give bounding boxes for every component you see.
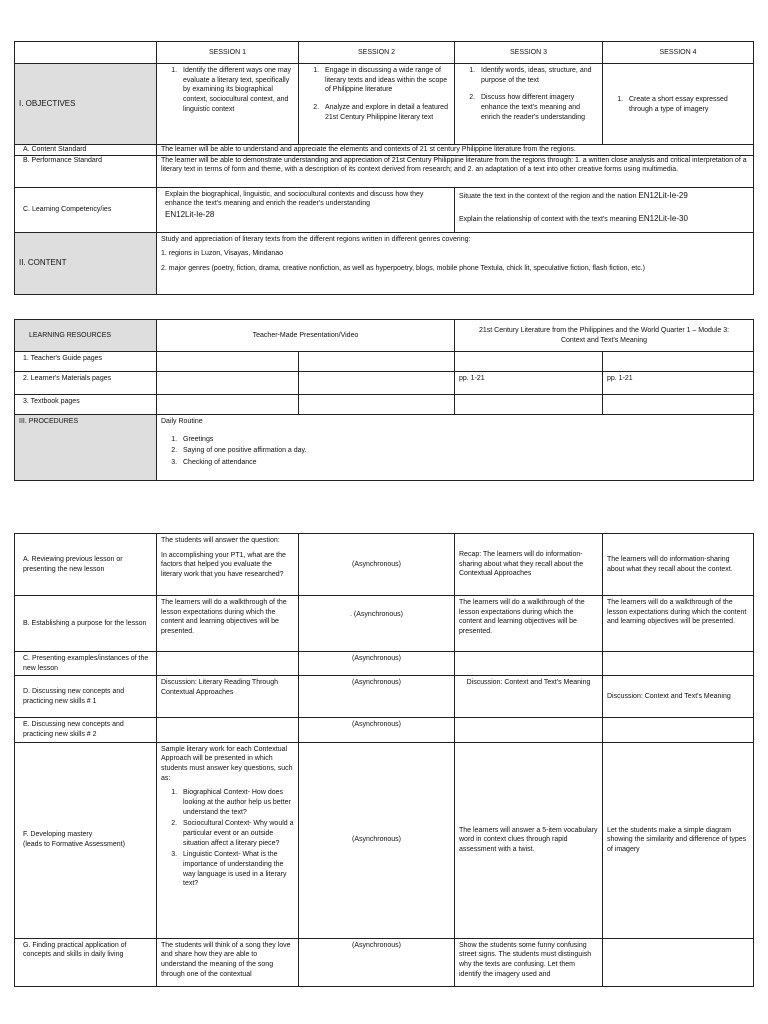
objectives-s4 xyxy=(603,64,754,145)
procedures-label: III. PROCEDURES xyxy=(15,415,157,481)
resources-table xyxy=(14,319,754,481)
empty-cell xyxy=(157,718,299,742)
step-b-label: B. Establishing a purpose for the lesson xyxy=(15,596,157,652)
step-a-label: A. Reviewing previous lesson or presenting the new lesson xyxy=(15,534,157,596)
objective-item: 1. Engage in discussing a wide range of literary texts and ideas within the scope of Philippine literature xyxy=(321,66,450,95)
content-standard-label: A. Content Standard xyxy=(15,145,157,156)
step-text: In accomplishing your PT1, what are the factors that helped you evaluate the literary work that you have researched? xyxy=(161,551,286,578)
question-item: 2. Sociocultural Context- Why would a particular event or an outside situation affect a literary piece? xyxy=(179,819,294,848)
objectives-label: I. OBJECTIVES xyxy=(15,64,157,145)
step-c-s2: (Asynchronous) xyxy=(299,652,455,676)
objective-item: 2. Analyze and explore in detail a featured 21st Century Philippine literary text xyxy=(321,103,450,122)
step-f-s4: Let the students make a simple diagram showing the similarity and difference of types of imagery xyxy=(603,742,754,938)
objectives-s3 xyxy=(455,64,603,145)
empty-cell xyxy=(157,395,299,415)
step-d-s4: Discussion: Context and Text's Meaning xyxy=(603,676,754,718)
content-label: II. CONTENT xyxy=(15,232,157,294)
empty-cell xyxy=(157,372,299,395)
step-f-s2: (Asynchronous) xyxy=(299,742,455,938)
learning-competency-label: C. Learning Competency/ies xyxy=(15,187,157,232)
step-c-label: C. Presenting examples/instances of the new lesson xyxy=(15,652,157,676)
objective-item: 2. Discuss how different imagery enhance the text's meaning and enrich the reader's understanding xyxy=(477,93,598,122)
empty-cell xyxy=(299,352,455,372)
empty-cell xyxy=(455,395,603,415)
step-f-s3: The learners will answer a 5-item vocabulary word in context clues through rapid assessment with a twist. xyxy=(455,742,603,938)
step-d-s3: Discussion: Context and Text's Meaning xyxy=(455,676,603,718)
step-b-s1: The learners will do a walkthrough of the lesson expectations during which the content and learning objectives will be presented. xyxy=(157,596,299,652)
resources-col-2: 21st Century Literature from the Philippines and the World Quarter 1 – Module 3: Context and Text's Meaning xyxy=(455,320,754,352)
empty-cell xyxy=(299,372,455,395)
session-2-header: SESSION 2 xyxy=(299,42,455,64)
teachers-guide-label: 1. Teacher's Guide pages xyxy=(15,352,157,372)
objectives-s2 xyxy=(299,64,455,145)
step-g-s2: (Asynchronous) xyxy=(299,938,455,986)
session-3-header: SESSION 3 xyxy=(455,42,603,64)
objective-item: 1. Identify words, ideas, structure, and purpose of the text xyxy=(477,66,598,85)
competency-code: EN12Lit-Ie-30 xyxy=(638,214,688,224)
objective-item: 1. Identify the different ways one may evaluate a literary text, specifically by examining its biographical context, sociocultural context, and linguistic context xyxy=(179,66,294,114)
empty-cell xyxy=(603,652,754,676)
objectives-s1 xyxy=(157,64,299,145)
step-g-s3: Show the students some funny confusing street signs. The students must distinguish why the texts are confusing. Let them identify the imagery used and xyxy=(455,938,603,986)
empty-cell xyxy=(157,652,299,676)
step-b-s4: The learners will do a walkthrough of the lesson expectations during which the content and learning objectives will be presented. xyxy=(603,596,754,652)
learning-resources-label: LEARNING RESOURCES xyxy=(15,320,157,352)
step-text: The students will answer the question: xyxy=(161,537,280,544)
performance-standard-text: The learner will be able to demonstrate understanding and appreciation of 21st Century Philippine literature from the regions through: 1. a written close analysis and critical interpretation of a literary text in terms of form and theme, with a description of its context derived from research; and 2. an adaptation of a text into other creative forms using multimedia. xyxy=(157,155,754,187)
daily-routine xyxy=(157,415,754,481)
empty-cell xyxy=(603,395,754,415)
step-a-s4: The learners will do information-sharing about what they recall about the context. xyxy=(603,534,754,596)
step-text: Sample literary work for each Contextual Approach will be presented in which students must answer key questions, such as: xyxy=(161,745,293,782)
content-text xyxy=(157,232,754,294)
competency-text: Situate the text in the context of the region and the nation xyxy=(459,192,637,200)
empty-cell xyxy=(455,352,603,372)
competency-text: Explain the relationship of context with the text's meaning xyxy=(459,216,637,224)
empty-cell xyxy=(455,718,603,742)
competency-code: EN12Lit-Ie-29 xyxy=(638,190,688,200)
question-item: 1. Biographical Context- How does looking at the author help us better understand the text? xyxy=(179,788,294,817)
step-g-s1: The students will think of a song they love and share how they are able to understand the meaning of the song through one of the contextual xyxy=(157,938,299,986)
content-standard-text: The learner will be able to understand and appreciate the elements and contexts of 21 st century Philippine literature from the regions. xyxy=(157,145,754,156)
step-f-s1 xyxy=(157,742,299,938)
empty-cell xyxy=(299,395,455,415)
step-d-s2: (Asynchronous) xyxy=(299,676,455,718)
step-a-s3: Recap: The learners will do information-sharing about what they recall about the Contextual Approaches xyxy=(455,534,603,596)
daily-routine-title: Daily Routine xyxy=(161,418,203,425)
empty-cell xyxy=(603,352,754,372)
session-1-header: SESSION 1 xyxy=(157,42,299,64)
competency-text: Explain the biographical, linguistic, and sociocultural contexts and discuss how they enhance the text's meaning and enrich the reader's understanding xyxy=(165,190,424,208)
empty-cell xyxy=(603,718,754,742)
empty-cell xyxy=(455,652,603,676)
step-d-s1: Discussion: Literary Reading Through Contextual Approaches xyxy=(157,676,299,718)
content-intro: Study and appreciation of literary texts from the different regions written in different genres covering: xyxy=(161,235,471,243)
step-g-label: G. Finding practical application of concepts and skills in daily living xyxy=(15,938,157,986)
content-point-1: 1. regions in Luzon, Visayas, Mindanao xyxy=(161,250,284,258)
objective-item: 1. Create a short essay expressed through a type of imagery xyxy=(625,95,749,114)
performance-standard-label: B. Performance Standard xyxy=(15,155,157,187)
learners-materials-s3: pp. 1-21 xyxy=(455,372,603,395)
step-e-s2: (Asynchronous) xyxy=(299,718,455,742)
empty-cell xyxy=(157,352,299,372)
empty-cell xyxy=(603,938,754,986)
learners-materials-s4: pp. 1-21 xyxy=(603,372,754,395)
step-f-label: F. Developing mastery (leads to Formative Assessment) xyxy=(15,742,157,938)
textbook-pages-label: 3. Textbook pages xyxy=(15,395,157,415)
step-b-s2: . (Asynchronous) xyxy=(299,596,455,652)
session-4-header: SESSION 4 xyxy=(603,42,754,64)
learners-materials-label: 2. Learner's Materials pages xyxy=(15,372,157,395)
routine-item: 3. Checking of attendance xyxy=(179,458,749,468)
step-d-label: D. Discussing new concepts and practicing new skills # 1 xyxy=(15,676,157,718)
step-a-s2: (Asynchronous) xyxy=(299,534,455,596)
step-a-s1 xyxy=(157,534,299,596)
routine-item: 1. Greetings xyxy=(179,435,749,445)
routine-item: 2. Saying of one positive affirmation a day. xyxy=(179,446,749,456)
learning-competency-right xyxy=(455,187,754,232)
corner-cell xyxy=(15,42,157,64)
step-b-s3: The learners will do a walkthrough of the lesson expectations during which the content and learning objectives will be presented. xyxy=(455,596,603,652)
step-e-label: E. Discussing new concepts and practicing new skills # 2 xyxy=(15,718,157,742)
content-point-2: 2. major genres (poetry, fiction, drama, creative nonfiction, as well as hyperpoetry, blogs, mobile phone Textula, chick lit, speculative fiction, flash fiction, etc.) xyxy=(161,264,646,272)
procedures-table xyxy=(14,533,754,987)
objectives-table xyxy=(14,41,754,295)
resources-col-1: Teacher-Made Presentation/Video xyxy=(157,320,455,352)
question-item: 3. Linguistic Context- What is the importance of understanding the way language is used in a literary text? xyxy=(179,850,294,889)
learning-competency-left xyxy=(157,187,455,232)
competency-code: EN12Lit-Ie-28 xyxy=(165,209,215,219)
